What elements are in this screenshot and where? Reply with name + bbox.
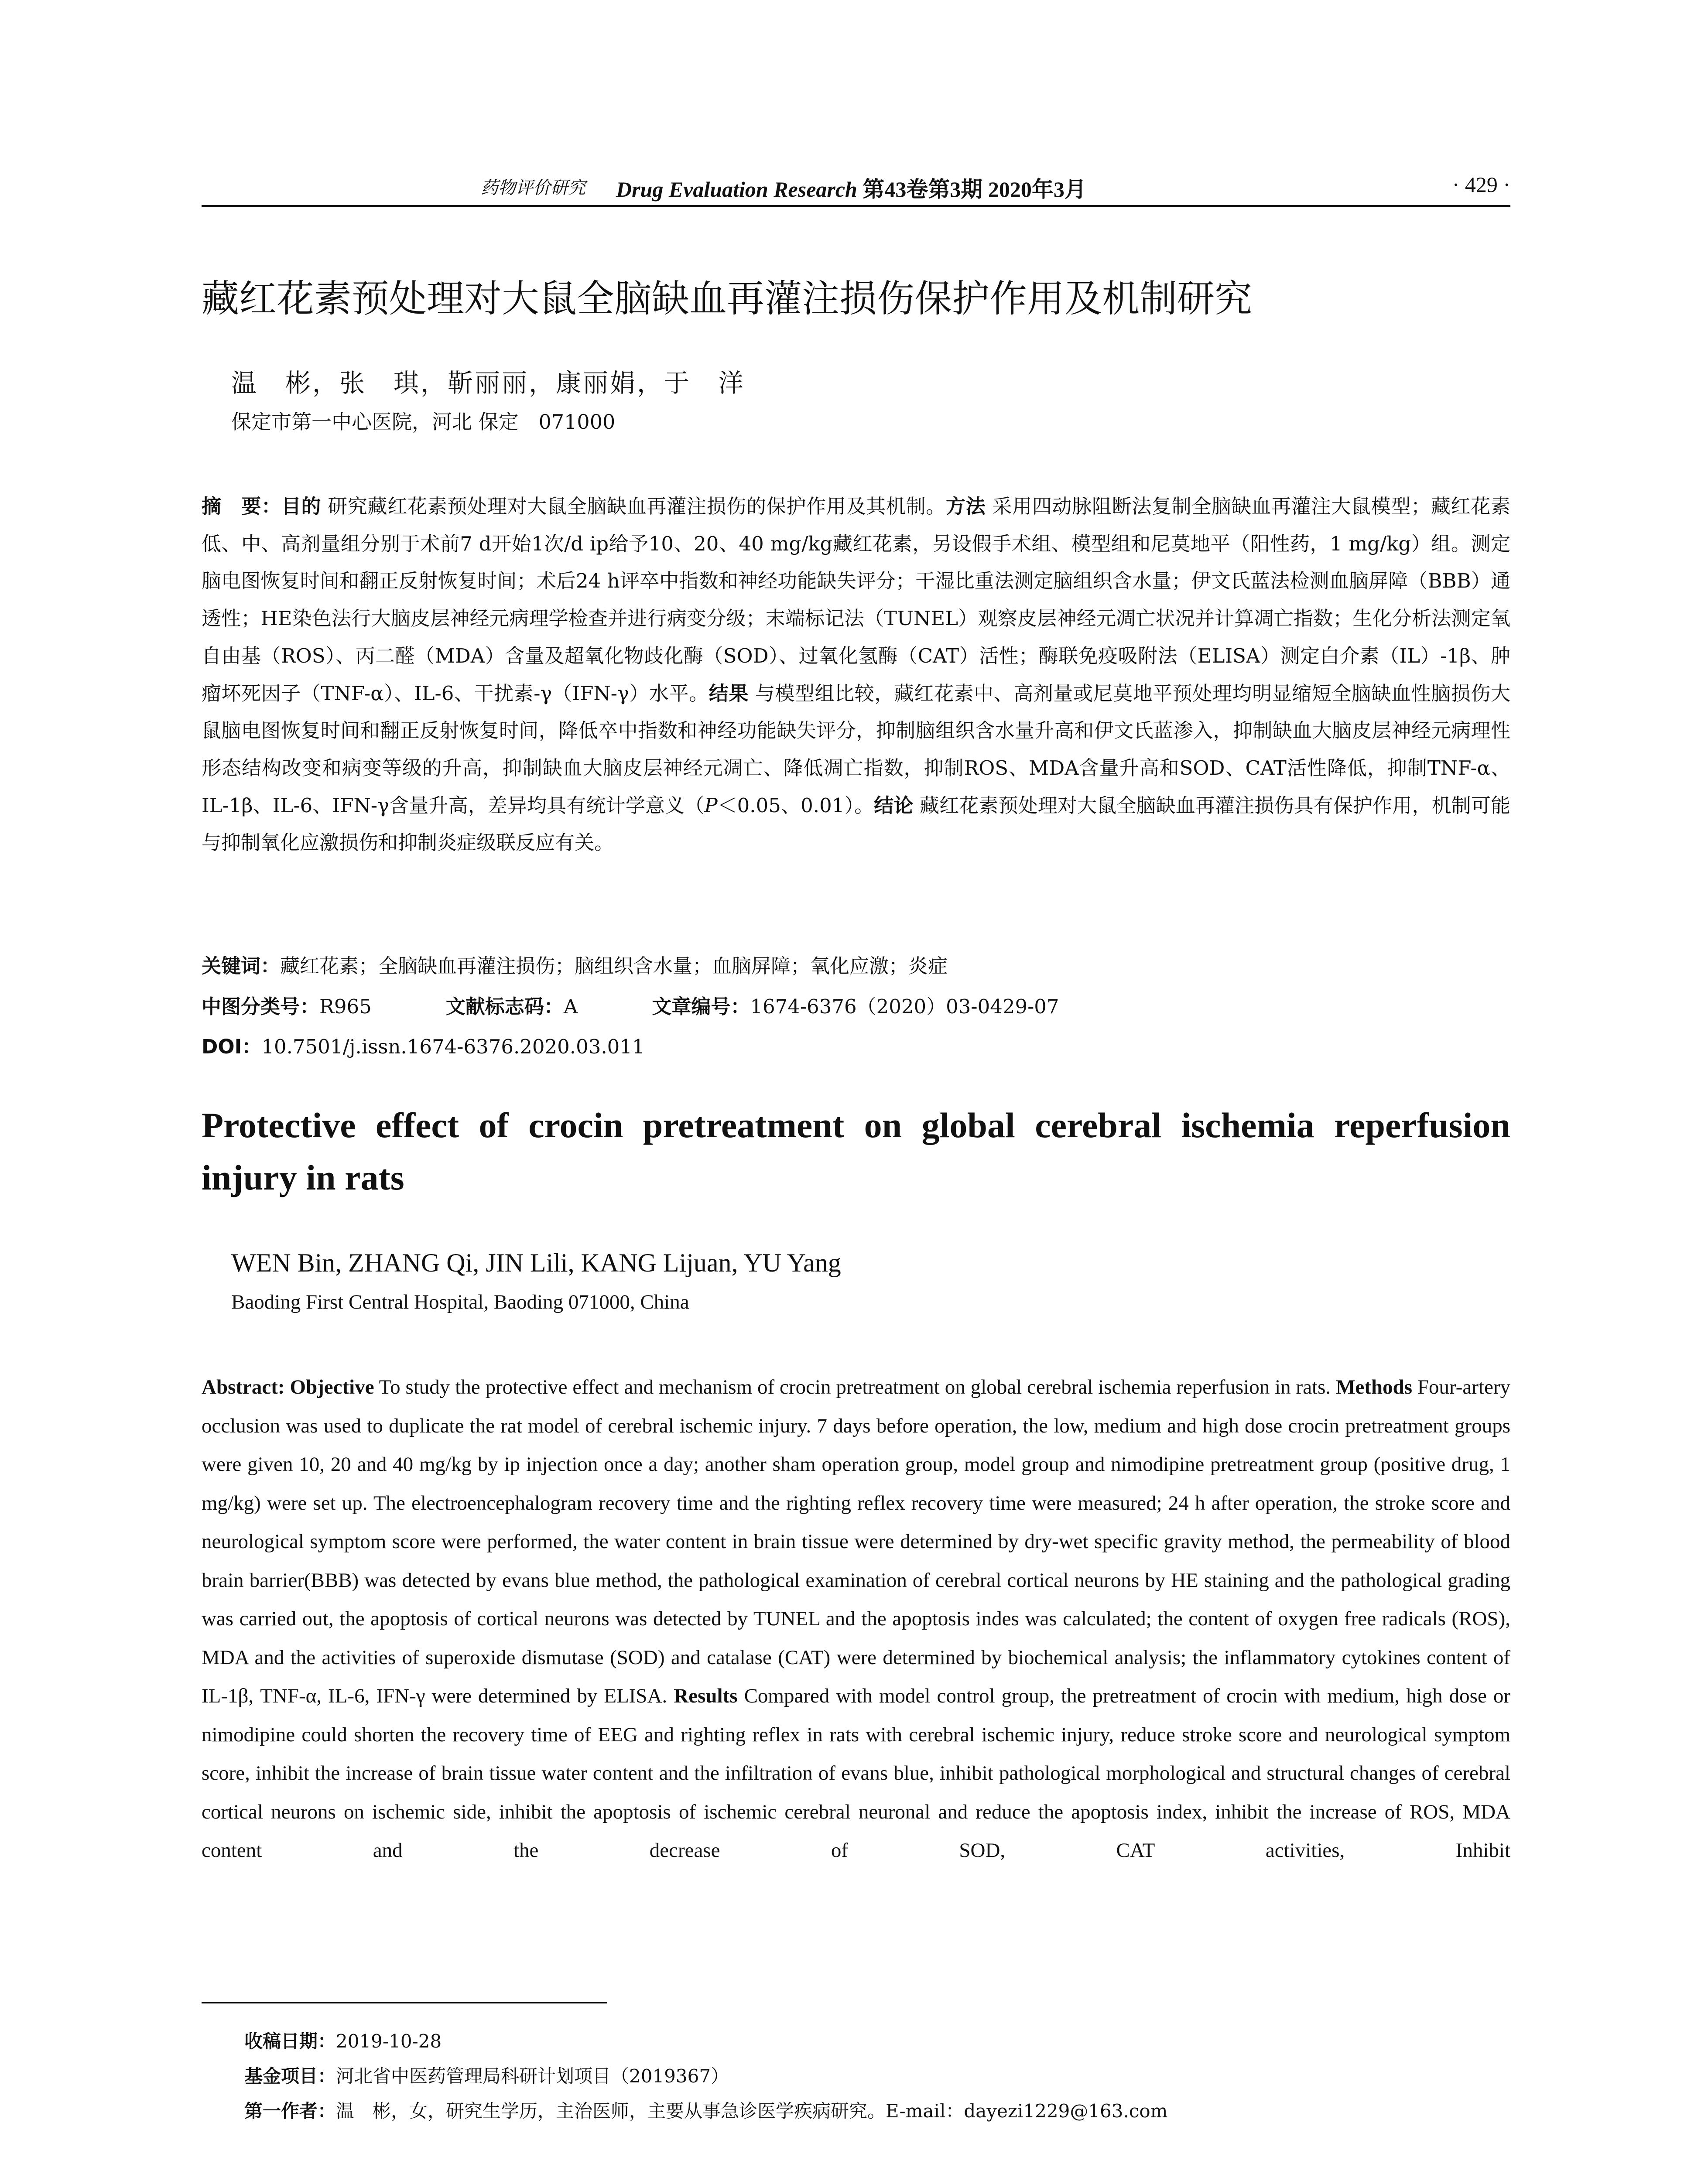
en-methods-text: Four-artery occlusion was used to duplicate the rat model of cerebral ischemic injury. 7 days before operation, the low, medium and high dose crocin pretreatment groups were given 10, 20 and 40 mg/kg by ip injection once a day; another sham operation group, model group and nimodipine pretreatment group (positive drug, 1 mg/kg) were set up. The electroencephalogram recovery time and the righting reflex recovery time were measured; 24 h after operation, the stroke score and neurological symptom score were performed, the water content in brain tissue were determined by dry-wet specific gravity method, the permeability of blood brain barrier(BBB) was detected by evans blue method, the pathological examination of cerebral cortical neurons by HE staining and the pathological grading was carried out, the apoptosis of cortical neurons was detected by TUNEL and the apoptosis indes was calculated; the content of oxygen free radicals (ROS), MDA and the activities of superoxide dismutase (SOD) and catalase (CAT) were determined by biochemical analysis; the inflammatory cytokines content of IL-1β, TNF-α, IL-6, IFN-γ were determined by ELISA. (202, 1376, 1510, 1707)
cn-results-p: P (704, 793, 718, 817)
first-author-label: 第一作者： (244, 2100, 336, 2122)
cn-abstract (202, 488, 1510, 861)
page-number: · 429 · (1452, 172, 1510, 197)
cn-methods-label: 方法 (946, 495, 986, 518)
en-results-label: Results (674, 1685, 738, 1707)
journal-logo (481, 174, 594, 199)
fund-label: 基金项目： (244, 2065, 336, 2087)
doc-code-value: A (563, 995, 578, 1018)
cn-results-text: 与模型组比较，藏红花素中、高剂量或尼莫地平预处理均明显缩短全脑缺血性脑损伤大鼠脑电图恢复时间和翻正反射恢复时间，降低卒中指数和神经功能缺失评分，抑制脑组织含水量升高和伊文氏蓝渗入，抑制缺血大脑皮层神经元病理性形态结构改变和病变等级的升高，抑制缺血大脑皮层神经元凋亡、降低凋亡指数，抑制ROS、MDA含量升高和SOD、CAT活性降低，抑制TNF-α、IL-1β、IL-6、IFN-γ含量升高，差异均具有统计学意义（ (202, 681, 1510, 817)
journal-issue-cn: 第43卷第3期 2020年3月 (857, 177, 1086, 202)
doi-line (202, 1029, 1510, 1064)
cn-conclusion-label: 结论 (874, 793, 914, 817)
fund-value: 河北省中医药管理局科研计划项目（2019367） (336, 2065, 729, 2087)
cn-conclusion-text: 藏红花素预处理对大鼠全脑缺血再灌注损伤具有保护作用，机制可能与抑制氧化应激损伤和抑制炎症级联反应有关。 (202, 793, 1510, 855)
footnote-received (244, 2024, 1509, 2059)
cn-classification (202, 989, 1510, 1024)
en-title: Protective effect of crocin pretreatment on global cerebral ischemia reperfusion injury in rats (202, 1105, 1510, 1197)
received-label: 收稿日期： (244, 2031, 336, 2052)
en-objective-text: To study the protective effect and mechanism of crocin pretreatment on global cerebral ischemia reperfusion in rats. (374, 1376, 1336, 1398)
footnote-rule (202, 2002, 607, 2003)
doi-label: DOI： (202, 1035, 262, 1058)
clc-label: 中图分类号： (202, 995, 320, 1018)
article-no-value: 1674-6376（2020）03-0429-07 (750, 995, 1059, 1018)
doc-code-label: 文献标志码： (445, 995, 564, 1018)
en-abstract (202, 1368, 1510, 1870)
received-date: 2019-10-28 (336, 2031, 442, 2052)
running-header (202, 169, 1510, 204)
en-methods-label: Methods (1336, 1376, 1413, 1398)
en-authors: WEN Bin, ZHANG Qi, JIN Lili, KANG Lijuan, YU Yang (231, 1248, 841, 1277)
cn-title: 藏红花素预处理对大鼠全脑缺血再灌注损伤保护作用及机制研究 (202, 277, 1252, 321)
en-affiliation: Baoding First Central Hospital, Baoding 071000, China (231, 1291, 689, 1313)
cn-results-tail: ＜0.05、0.01）。 (717, 793, 874, 817)
article-no-label: 文章编号： (652, 995, 750, 1018)
first-author-value: 温 彬，女，研究生学历，主治医师，主要从事急诊医学疾病研究。E-mail：dayezi1229@163.com (336, 2100, 1168, 2122)
en-objective-label: Objective (290, 1376, 374, 1398)
cn-methods-text: 采用四动脉阻断法复制全脑缺血再灌注大鼠模型；藏红花素低、中、高剂量组分别于术前7 d开始1次/d ip给予10、20、40 mg/kg藏红花素，另设假手术组、模型组和尼莫地平（阳性药，1 mg/kg）组。测定脑电图恢复时间和翻正反射恢复时间；术后24 h评卒中指数和神经功能缺失评分；干湿比重法测定脑组织含水量；伊文氏蓝法检测血脑屏障（BBB）通透性；HE染色法行大脑皮层神经元病理学检查并进行病变分级；末端标记法（TUNEL）观察皮层神经元凋亡状况并计算凋亡指数；生化分析法测定氧自由基（ROS）、丙二醛（MDA）含量及超氧化物歧化酶（SOD）、过氧化氢酶（CAT）活性；酶联免疫吸附法（ELISA）测定白介素（IL）-1β、肿瘤坏死因子（TNF-α）、IL-6、干扰素-γ（IFN-γ）水平。 (202, 495, 1510, 705)
header-rule (202, 205, 1510, 207)
cn-keywords-value: 藏红花素；全脑缺血再灌注损伤；脑组织含水量；血脑屏障；氧化应激；炎症 (280, 954, 948, 978)
cn-keywords (202, 949, 1510, 984)
cn-affiliation: 保定市第一中心医院，河北 保定 071000 (231, 410, 616, 434)
footnotes (244, 2024, 1509, 2129)
footnote-fund (244, 2059, 1509, 2094)
en-results-text: Compared with model control group, the pretreatment of crocin with medium, high dose or nimodipine could shorten the recovery time of EEG and righting reflex in rats with cerebral ischemic injury, reduce stroke score and neurological symptom score, inhibit the increase of brain tissue water content and the infiltration of evans blue, inhibit pathological morphological and structural changes of cerebral cortical neurons on ischemic side, inhibit the apoptosis of ischemic cerebral neuronal and reduce the apoptosis index, inhibit the increase of ROS, MDA content and the decrease of SOD, CAT activities, Inhibit (202, 1685, 1511, 1862)
cn-abstract-label: 摘 要： (202, 495, 281, 518)
cn-results-label: 结果 (709, 681, 749, 705)
journal-logo-text: 药物评价研究 (481, 178, 585, 198)
cn-authors: 温 彬，张 琪，靳丽丽，康丽娟，于 洋 (231, 368, 746, 398)
cn-objective-label: 目的 (281, 495, 322, 518)
en-abstract-label: Abstract: (202, 1376, 290, 1398)
cn-objective-text: 研究藏红花素预处理对大鼠全脑缺血再灌注损伤的保护作用及其机制。 (321, 495, 946, 518)
journal-name-en: Drug Evaluation Research (616, 177, 857, 202)
clc-value: R965 (319, 995, 372, 1018)
footnote-first-author (244, 2094, 1509, 2129)
journal-citation-line (616, 172, 1086, 203)
cn-keywords-label: 关键词： (202, 954, 281, 978)
doi-value: 10.7501/j.issn.1674-6376.2020.03.011 (261, 1035, 645, 1058)
